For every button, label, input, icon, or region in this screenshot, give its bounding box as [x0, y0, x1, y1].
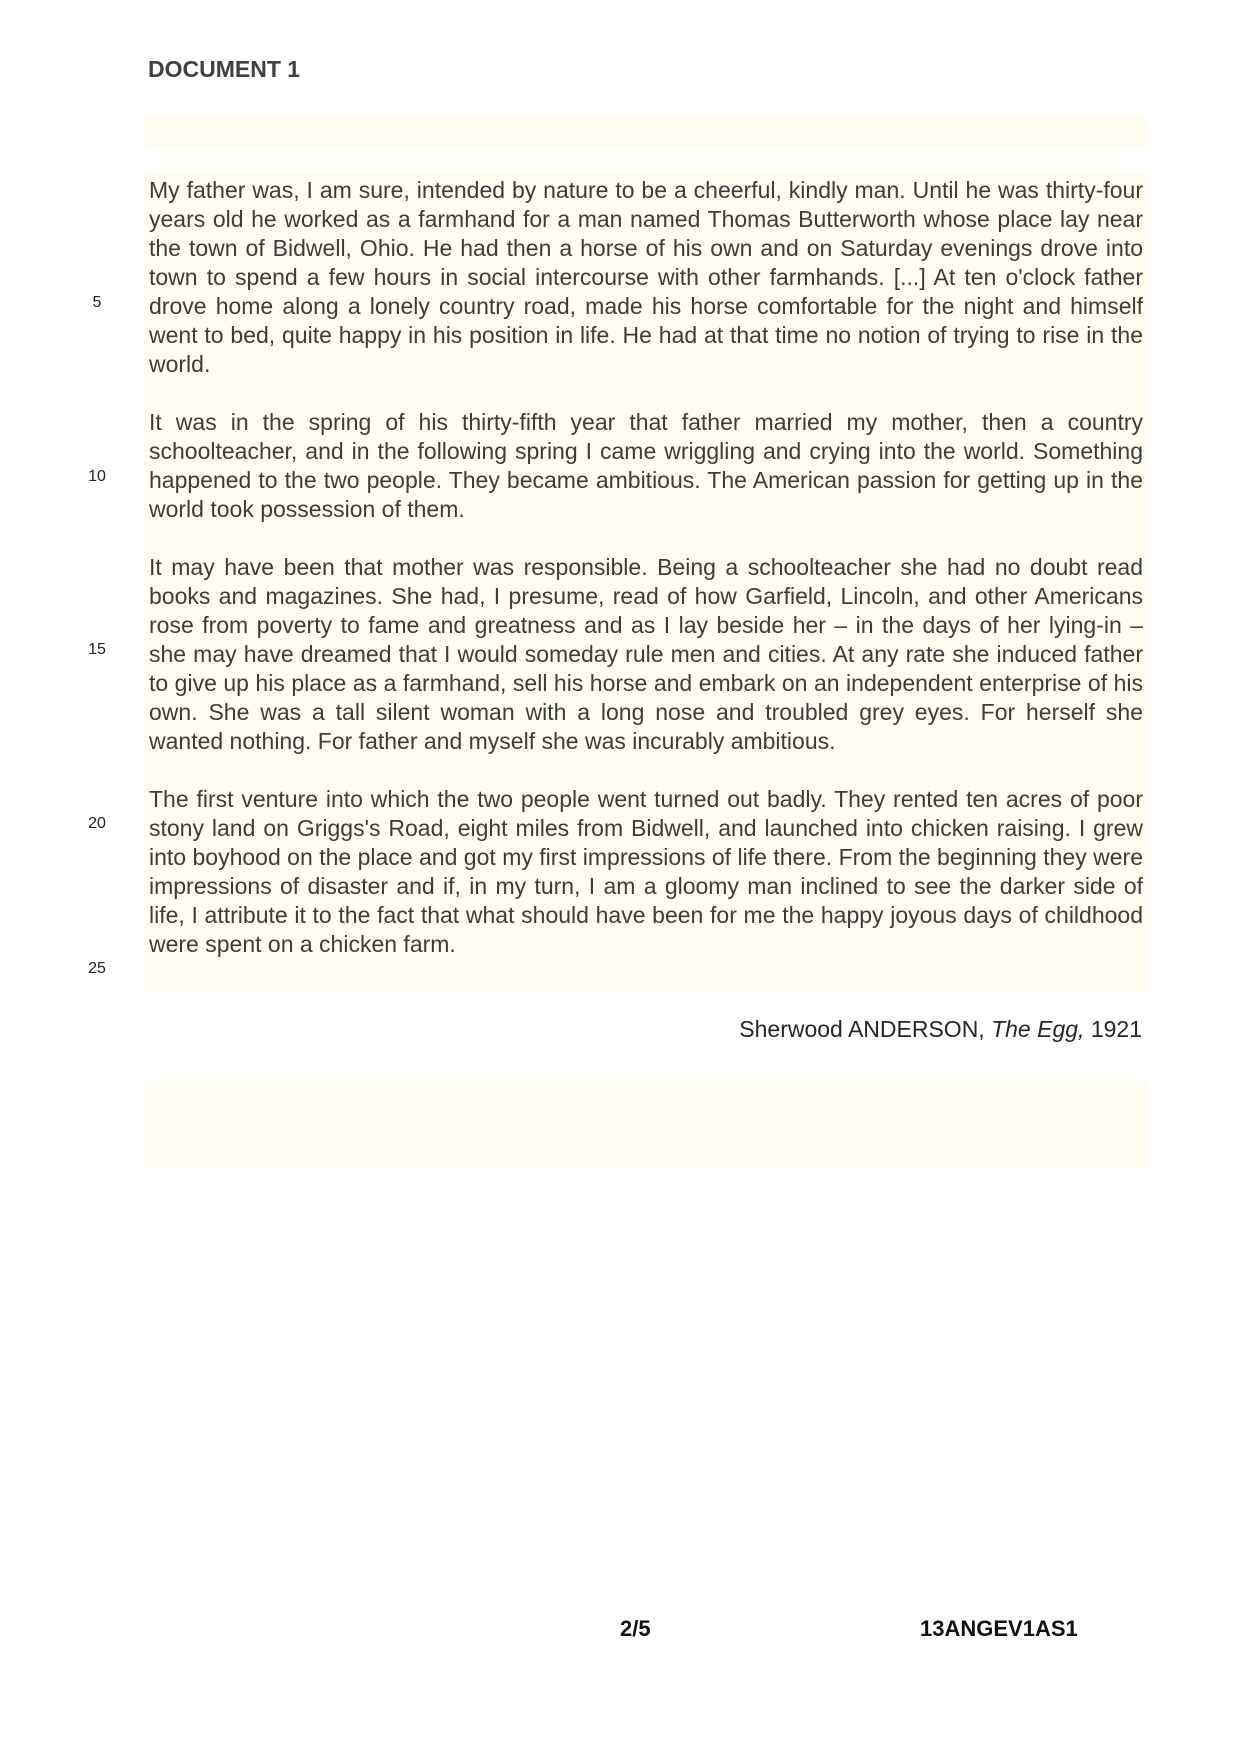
line-number-5: 5: [92, 294, 102, 311]
source-year: 1921: [1090, 1016, 1142, 1042]
page-number: 2/5: [620, 1616, 651, 1641]
document-heading: DOCUMENT 1: [148, 56, 301, 82]
excerpt-text: [149, 176, 1143, 959]
paragraph-3: It may have been that mother was responsible. Being a schoolteacher she had no doubt read books and magazines. She had, I presume, read of how Garfield, Lincoln, and other Americans rose from poverty to fame and greatness and as I lay beside her – in the days of her lying-in – she may have dreamed that I would someday rule men and cities. At any rate she induced father to give up his place as a farmhand, sell his horse and embark on an independent enterprise of his own. She was a tall silent woman with a long nose and troubled grey eyes. For herself she wanted nothing. For father and myself she was incurably ambitious.: [149, 554, 1143, 754]
highlight-band-bottom: [144, 1080, 1148, 1168]
highlight-band-top: [144, 117, 1148, 148]
line-number-15: 15: [88, 641, 106, 658]
paragraph-1: My father was, I am sure, intended by nature to be a cheerful, kindly man. Until he was thirty-four years old he worked as a farmhand for a man named Thomas Butterworth whose place lay near the town of Bidwell, Ohio. He had then a horse of his own and on Saturday evenings drove into town to spend a few hours in social intercourse with other farmhands. [...] At ten o'clock father drove home along a lonely country road, made his horse comfortable for the night and himself went to bed, quite happy in his position in life. He had at that time no notion of trying to rise in the world.: [149, 177, 1143, 377]
line-number-20: 20: [88, 815, 106, 832]
exam-code: 13ANGEV1AS1: [920, 1616, 1078, 1641]
line-number-25: 25: [88, 960, 106, 977]
source-title: The Egg,: [991, 1016, 1085, 1042]
paragraph-2: It was in the spring of his thirty-fifth year that father married my mother, then a country schoolteacher, and in the following spring I came wriggling and crying into the world. Something happened to the two people. They became ambitious. The American passion for getting up in the world took possession of them.: [149, 409, 1143, 522]
paragraph-4: The first venture into which the two people went turned out badly. They rented ten acres of poor stony land on Griggs's Road, eight miles from Bidwell, and launched into chicken raising. I grew into boyhood on the place and got my first impressions of life there. From the beginning they were impressions of disaster and if, in my turn, I am a gloomy man inclined to see the darker side of life, I attribute it to the fact that what should have been for me the happy joyous days of childhood were spent on a chicken farm.: [149, 786, 1143, 957]
line-number-10: 10: [88, 468, 106, 485]
source-citation: [600, 1016, 1142, 1043]
source-author: Sherwood ANDERSON,: [739, 1016, 985, 1042]
